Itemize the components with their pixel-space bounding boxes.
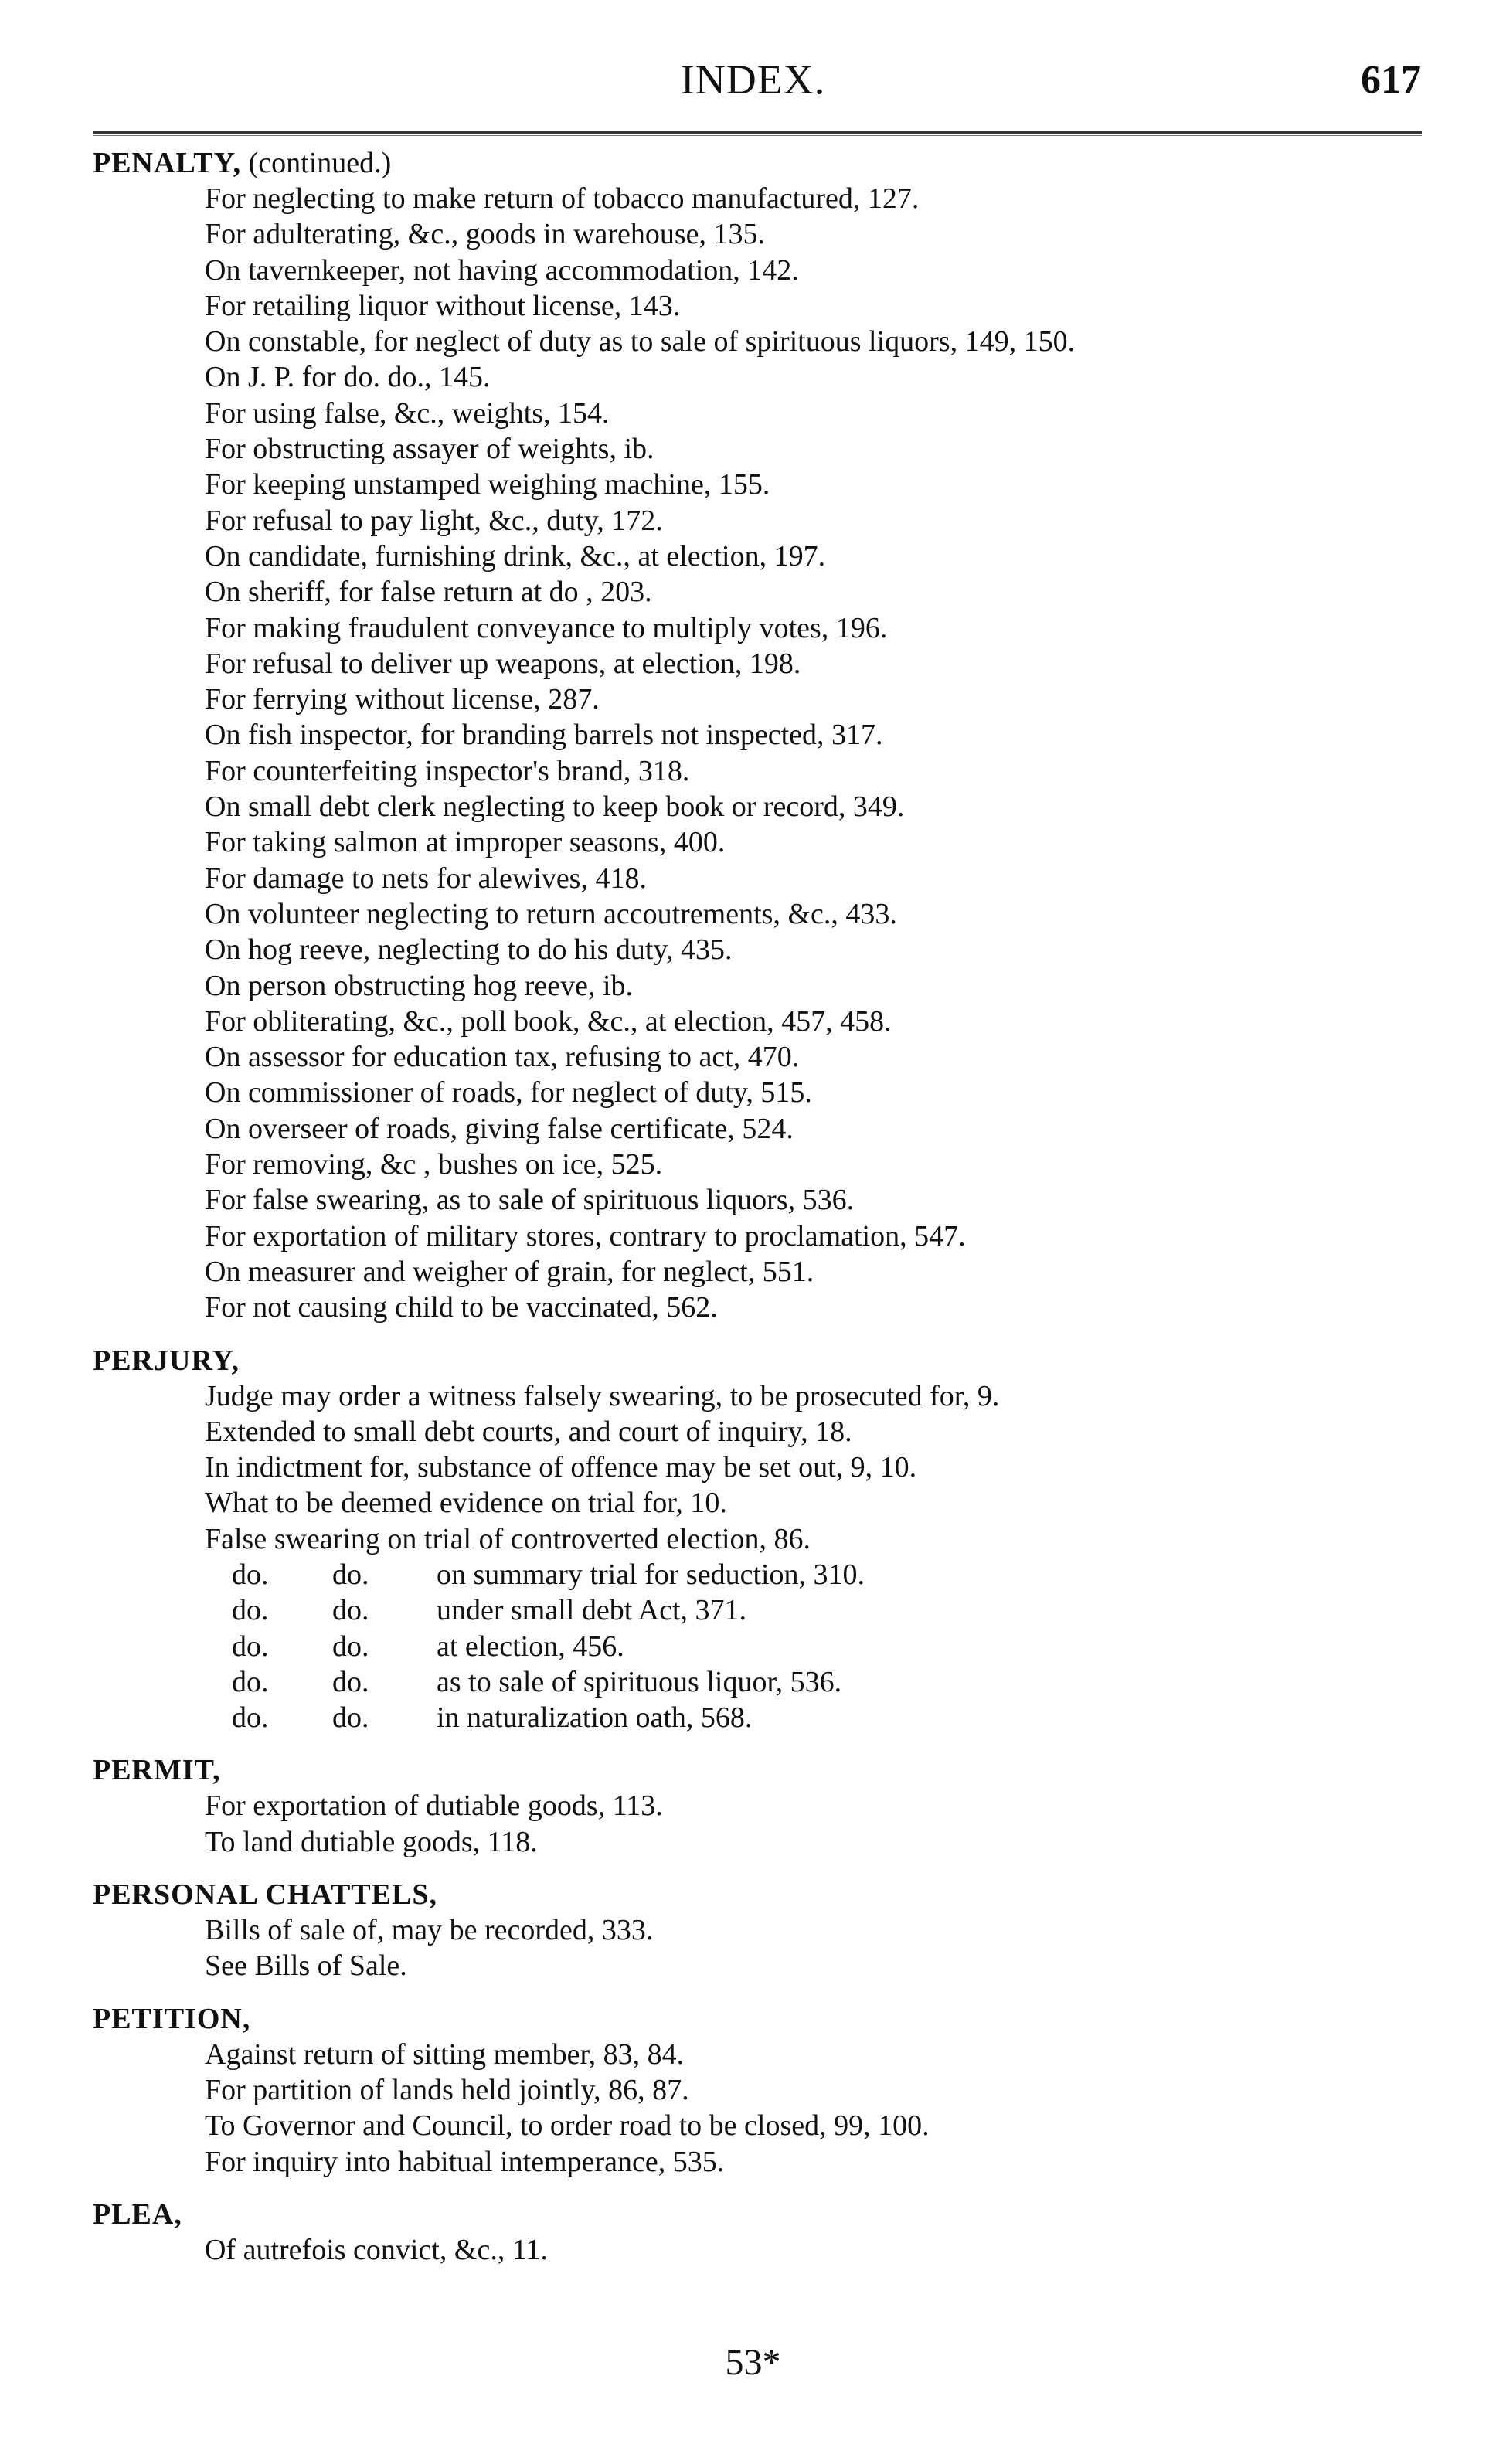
heading-word: PERMIT,: [93, 1754, 221, 1787]
index-entry: On J. P. for do. do., 145.: [205, 361, 491, 394]
index-entry: Bills of sale of, may be recorded, 333.: [205, 1914, 654, 1947]
index-section: [0, 1752, 1506, 1860]
ditto-mark: do.: [332, 1594, 369, 1627]
index-entry: For obstructing assayer of weights, ib.: [205, 433, 654, 466]
section-heading: [93, 145, 1506, 181]
index-entry: Against return of sitting member, 83, 84.: [205, 2037, 685, 2071]
heading-word: PERSONAL CHATTELS,: [93, 1878, 437, 1912]
index-entry: For refusal to pay light, &c., duty, 172.: [205, 504, 663, 537]
index-entry: On assessor for education tax, refusing to act, 470.: [205, 1041, 800, 1074]
index-entry: On person obstructing hog reeve, ib.: [205, 969, 634, 1002]
ditto-mark: do.: [232, 1630, 269, 1663]
page-number: 617: [1361, 58, 1421, 102]
section-heading: [93, 1877, 1506, 1912]
index-entry: For obliterating, &c., poll book, &c., at election, 457, 458.: [205, 1004, 892, 1038]
heading-note: (continued.): [241, 147, 392, 179]
index-entry: For using false, &c., weights, 154.: [205, 396, 610, 430]
ditto-mark: do.: [232, 1558, 269, 1591]
index-entry: On fish inspector, for branding barrels not inspected, 317.: [205, 719, 883, 752]
entry-list: [205, 1378, 1506, 1736]
heading-word: PETITION,: [93, 2002, 251, 2035]
index-entry: On small debt clerk neglecting to keep book or record, 349.: [205, 790, 905, 824]
index-entry: See Bills of Sale.: [205, 1949, 407, 1983]
index-sub-entry: [205, 1700, 1506, 1735]
index-entry: On commissioner of roads, for neglect of duty, 515.: [205, 1076, 812, 1110]
index-entry: For removing, &c , bushes on ice, 525.: [205, 1148, 663, 1181]
entry-list: [205, 2037, 1506, 2180]
sub-entry-text: in naturalization oath, 568.: [437, 1701, 753, 1735]
header-rule: [93, 131, 1422, 136]
page-title: INDEX.: [680, 56, 826, 103]
index-entry: What to be deemed evidence on trial for, 10.: [205, 1487, 727, 1520]
ditto-mark: do.: [232, 1665, 269, 1698]
index-entry: On constable, for neglect of duty as to sale of spirituous liquors, 149, 150.: [205, 325, 1076, 359]
index-body: [0, 145, 1506, 2268]
index-entry: On overseer of roads, giving false certificate, 524.: [205, 1112, 794, 1145]
index-entry: For exportation of dutiable goods, 113.: [205, 1789, 663, 1823]
ditto-mark: do.: [332, 1630, 369, 1663]
section-heading: [93, 1343, 1506, 1378]
heading-word: PENALTY,: [93, 147, 242, 179]
index-entry: Judge may order a witness falsely swearing, to be prosecuted for, 9.: [205, 1379, 1000, 1412]
index-entry: On candidate, furnishing drink, &c., at election, 197.: [205, 539, 826, 573]
sub-entry-text: at election, 456.: [437, 1630, 624, 1663]
index-entry: On sheriff, for false return at do , 203.: [205, 576, 652, 609]
index-section: [0, 1343, 1506, 1736]
index-entry: For damage to nets for alewives, 418.: [205, 862, 647, 895]
index-section: [0, 2197, 1506, 2268]
entry-list: [205, 181, 1506, 1326]
index-entry: For false swearing, as to sale of spirituous liquors, 536.: [205, 1184, 855, 1217]
sub-entry-text: under small debt Act, 371.: [437, 1594, 747, 1627]
ditto-mark: do.: [332, 1701, 369, 1735]
index-section: [0, 1877, 1506, 1984]
index-entry: Extended to small debt courts, and court of inquiry, 18.: [205, 1415, 852, 1448]
signature-mark: 53*: [725, 2342, 781, 2383]
index-section: [0, 2001, 1506, 2180]
section-heading: [93, 1752, 1506, 1788]
index-entry: False swearing on trial of controverted election, 86.: [205, 1522, 811, 1555]
index-entry: For ferrying without license, 287.: [205, 683, 600, 716]
index-entry: For keeping unstamped weighing machine, 155.: [205, 468, 770, 501]
section-heading: [93, 2197, 1506, 2232]
entry-list: [205, 2232, 1506, 2268]
running-header: [0, 56, 1506, 110]
section-heading: [93, 2001, 1506, 2037]
ditto-mark: do.: [232, 1594, 269, 1627]
ditto-mark: do.: [332, 1665, 369, 1698]
index-entry: On hog reeve, neglecting to do his duty, 435.: [205, 933, 733, 967]
index-entry: For not causing child to be vaccinated, 562.: [205, 1291, 718, 1324]
index-entry: For adulterating, &c., goods in warehouse, 135.: [205, 218, 766, 251]
index-entry: For partition of lands held jointly, 86, 87.: [205, 2073, 689, 2106]
index-entry: For refusal to deliver up weapons, at election, 198.: [205, 647, 801, 680]
entry-list: [205, 1912, 1506, 1984]
index-entry: To Governor and Council, to order road to be closed, 99, 100.: [205, 2109, 930, 2143]
index-entry: For counterfeiting inspector's brand, 318.: [205, 754, 690, 787]
index-entry: For inquiry into habitual intemperance, 535.: [205, 2145, 725, 2178]
index-entry: For making fraudulent conveyance to multiply votes, 196.: [205, 611, 888, 644]
index-entry: For retailing liquor without license, 143.: [205, 289, 681, 322]
entry-list: [205, 1788, 1506, 1860]
index-sub-entry: [205, 1557, 1506, 1592]
index-entry: On measurer and weigher of grain, for neglect, 551.: [205, 1255, 814, 1288]
index-entry: For neglecting to make return of tobacco manufactured, 127.: [205, 182, 920, 215]
sub-entry-text: on summary trial for seduction, 310.: [437, 1558, 865, 1591]
index-sub-entry: [205, 1592, 1506, 1628]
index-entry: On volunteer neglecting to return accoutrements, &c., 433.: [205, 897, 897, 930]
index-section: [0, 145, 1506, 1326]
index-entry: For taking salmon at improper seasons, 400.: [205, 826, 726, 859]
ditto-mark: do.: [232, 1701, 269, 1735]
index-entry: On tavernkeeper, not having accommodation, 142.: [205, 253, 799, 287]
ditto-mark: do.: [332, 1558, 369, 1591]
index-entry: For exportation of military stores, contrary to proclamation, 547.: [205, 1219, 966, 1252]
index-entry: In indictment for, substance of offence may be set out, 9, 10.: [205, 1451, 917, 1484]
index-entry: To land dutiable goods, 118.: [205, 1825, 538, 1858]
heading-word: PLEA,: [93, 2197, 182, 2231]
index-sub-entry: [205, 1629, 1506, 1664]
index-entry: Of autrefois convict, &c., 11.: [205, 2233, 548, 2266]
sub-entry-text: as to sale of spirituous liquor, 536.: [437, 1665, 842, 1698]
heading-word: PERJURY,: [93, 1344, 240, 1377]
index-sub-entry: [205, 1664, 1506, 1700]
